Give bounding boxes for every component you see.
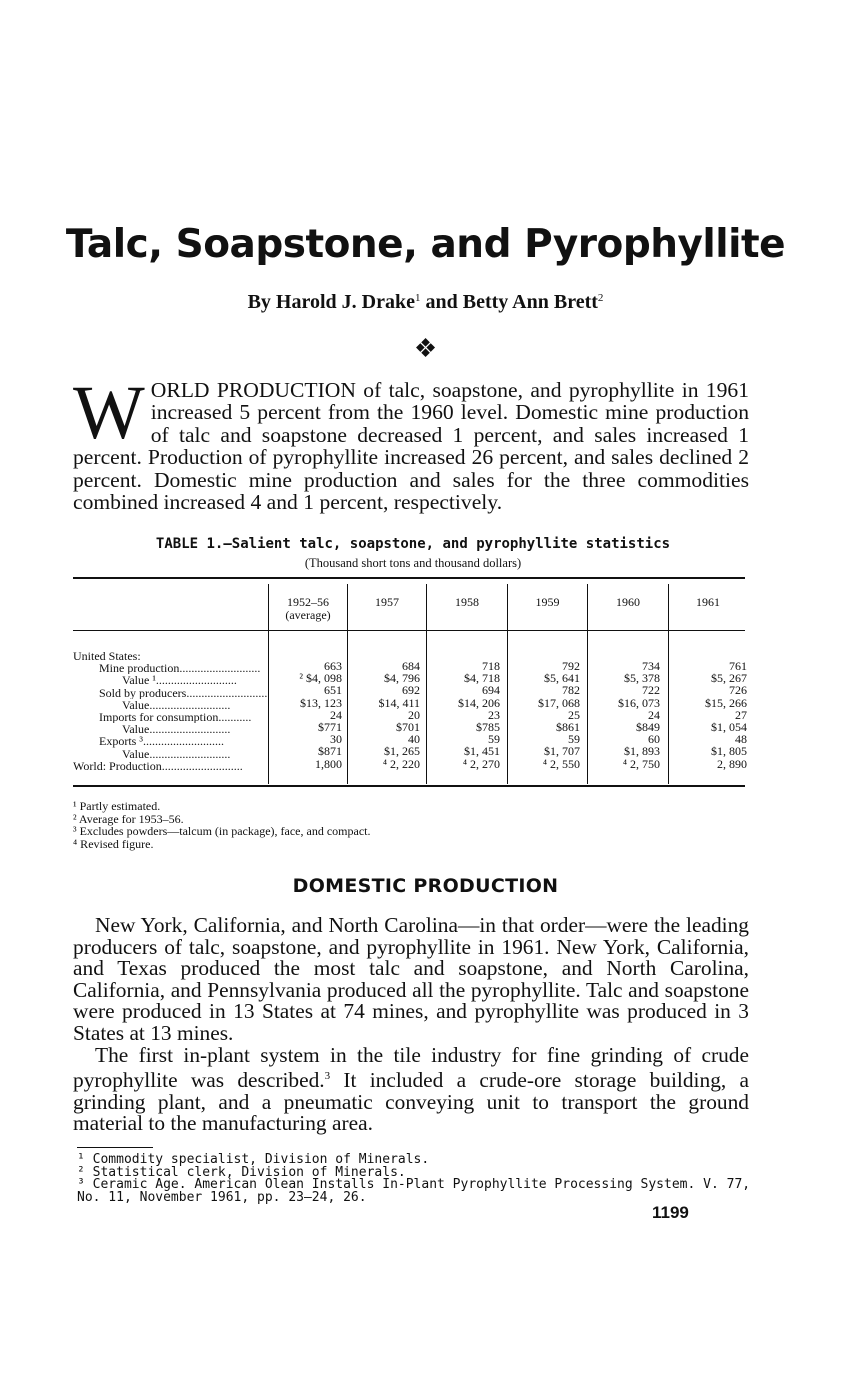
drop-cap: W bbox=[73, 371, 145, 455]
author-2: Betty Ann Brett bbox=[462, 291, 598, 313]
table-cell: 722 bbox=[642, 683, 660, 698]
table-cell: $771 bbox=[318, 720, 342, 735]
row-label: Sold by producers........................... bbox=[99, 686, 268, 699]
table-cell: 24 bbox=[648, 707, 660, 722]
table-cell: 25 bbox=[568, 707, 580, 722]
table-cell: $849 bbox=[636, 720, 660, 735]
table-cell: 726 bbox=[729, 683, 747, 698]
author-1: By Harold J. Drake bbox=[247, 291, 415, 313]
column-header-line: 1957 bbox=[375, 595, 399, 609]
table-cell: $1, 805 bbox=[711, 744, 747, 759]
table-cell: 734 bbox=[642, 659, 660, 673]
footnote: ³ Ceramic Age. American Olean Installs In-Plant Pyrophyllite Processing System. V. 77, bbox=[77, 1177, 751, 1192]
table-cell: 59 bbox=[568, 732, 580, 747]
row-label-text: Value bbox=[122, 723, 150, 736]
column-header bbox=[508, 596, 587, 609]
table-cell: $15, 266 bbox=[705, 695, 747, 710]
page-number: 1199 bbox=[652, 1203, 689, 1222]
table-cell: $16, 073 bbox=[618, 695, 660, 710]
paragraph-text: The first in-plant system in the tile industry for fine grinding of crude pyrophyllite was described. bbox=[73, 1042, 749, 1093]
column-header-line: 1961 bbox=[696, 595, 720, 609]
table-cell: 27 bbox=[735, 707, 747, 722]
data-column bbox=[269, 660, 342, 770]
table-cell: $17, 068 bbox=[538, 695, 580, 710]
footnote: ² Statistical clerk, Division of Minerals. bbox=[77, 1164, 406, 1180]
table-title: TABLE 1.—Salient talc, soapstone, and pyrophyllite statistics bbox=[155, 536, 671, 552]
table-cell: 2, 890 bbox=[717, 756, 747, 771]
table-cell: $1, 054 bbox=[711, 720, 747, 735]
row-label: Mine production........................... bbox=[99, 662, 261, 675]
row-label: Value........................... bbox=[122, 698, 231, 712]
table-cell: 1,800 bbox=[315, 756, 342, 771]
table-cell: 30 bbox=[330, 732, 342, 747]
column-header bbox=[669, 596, 747, 609]
data-column bbox=[348, 660, 420, 770]
table-bottom-rule bbox=[73, 785, 745, 787]
table-cell: 718 bbox=[482, 659, 500, 673]
column-header bbox=[427, 596, 507, 609]
table-cell: 792 bbox=[562, 659, 580, 673]
table-cell: 59 bbox=[488, 732, 500, 747]
table-cell: 40 bbox=[408, 732, 420, 747]
row-label: United States: bbox=[73, 650, 141, 663]
table-cell: ⁴ 2, 220 bbox=[382, 756, 420, 771]
data-column bbox=[588, 660, 660, 770]
footnote: ³ Excludes powders—talcum (in package), face, and compact. bbox=[73, 824, 371, 838]
row-label-text: World: Production bbox=[73, 759, 162, 773]
row-label-text: Value bbox=[122, 747, 150, 760]
author-1-note: 1 bbox=[414, 292, 421, 304]
table-cell: ⁴ 2, 550 bbox=[542, 756, 580, 771]
section-heading: DOMESTIC PRODUCTION bbox=[292, 875, 559, 897]
footnote: ¹ Partly estimated. bbox=[73, 799, 161, 813]
table-cell: $1, 451 bbox=[464, 744, 500, 759]
table-cell: 24 bbox=[330, 707, 342, 722]
body-text bbox=[73, 915, 749, 1135]
table-cell: $1, 893 bbox=[624, 744, 660, 759]
table-cell: 23 bbox=[488, 707, 500, 722]
table-cell: $785 bbox=[476, 720, 500, 735]
column-header-line: 1958 bbox=[455, 595, 479, 609]
row-label: Exports ³........................... bbox=[99, 735, 224, 748]
table-cell: 20 bbox=[408, 707, 420, 722]
ornament-icon: ❖ bbox=[413, 334, 438, 363]
row-label-text: Value ¹ bbox=[122, 674, 156, 687]
table-cell: $4, 718 bbox=[464, 671, 500, 686]
table-cell: $14, 411 bbox=[378, 695, 420, 710]
table-cell: $5, 267 bbox=[711, 671, 747, 686]
table-top-rule bbox=[73, 577, 745, 579]
table-cell: 60 bbox=[648, 732, 660, 747]
column-header bbox=[588, 596, 668, 609]
author-2-note: 2 bbox=[597, 292, 604, 304]
column-header bbox=[269, 596, 347, 622]
table-cell: 684 bbox=[402, 659, 420, 673]
row-label-text: Sold by producers bbox=[99, 686, 187, 699]
byline-and: and bbox=[425, 291, 458, 313]
table-cell: $4, 796 bbox=[384, 671, 420, 686]
table-cell: 651 bbox=[324, 683, 342, 698]
table-cell: $5, 378 bbox=[624, 671, 660, 686]
page-footnotes bbox=[77, 1154, 750, 1204]
data-column bbox=[427, 660, 500, 770]
data-column bbox=[669, 660, 747, 770]
footnote-rule bbox=[77, 1147, 153, 1148]
footnote: ⁴ Revised figure. bbox=[73, 836, 154, 851]
article-title: Talc, Soapstone, and Pyrophyllite bbox=[65, 222, 786, 267]
row-label: Value........................... bbox=[122, 723, 231, 736]
table-stub bbox=[73, 650, 268, 772]
footnote: No. 11, November 1961, pp. 23–24, 26. bbox=[77, 1189, 367, 1205]
table-cell: $871 bbox=[318, 744, 342, 759]
table-cell: $14, 206 bbox=[458, 695, 500, 710]
table-cell: $13, 123 bbox=[300, 695, 342, 710]
table-cell: $701 bbox=[396, 720, 420, 735]
table-cell: ⁴ 2, 750 bbox=[622, 756, 660, 771]
row-label-text: Mine production bbox=[99, 662, 180, 675]
intro-paragraph bbox=[73, 371, 749, 515]
table-cell: ² $4, 098 bbox=[299, 671, 342, 686]
column-header bbox=[348, 596, 426, 609]
table-cell: $861 bbox=[556, 720, 580, 735]
column-header-line: (average) bbox=[285, 608, 331, 622]
row-label: Imports for consumption........... bbox=[99, 711, 252, 724]
table-cell: $5, 641 bbox=[544, 671, 580, 686]
footnote: ¹ Commodity specialist, Division of Minerals. bbox=[77, 1152, 430, 1167]
row-label: Value ¹........................... bbox=[122, 674, 237, 687]
row-label: Value........................... bbox=[122, 747, 231, 760]
paragraph-text: It included a crude-ore storage building, a grinding plant, and a pneumatic conveying unit to transport the ground material to the manufacturing area. bbox=[73, 1068, 749, 1136]
row-label-text: Value bbox=[122, 698, 150, 712]
paragraph: New York, California, and North Carolina—in that order—were the leading producers of talc, soapstone, and pyrophyllite in 1961. New York, California, and Texas produced the most talc and soapstone, and North Carolina, California, and Pennsylvania produced all the pyrophyllite. Talc and soapstone were produced in 13 States at 74 mines, and pyrophyllite was produced in 3 States at 13 mines. bbox=[73, 913, 749, 1045]
table-cell: 48 bbox=[735, 732, 747, 747]
footnote: ² Average for 1953–56. bbox=[73, 811, 184, 826]
column-header-line: 1960 bbox=[616, 595, 640, 609]
table-cell: 663 bbox=[324, 659, 342, 673]
row-label-text: Imports for consumption bbox=[99, 711, 219, 724]
byline bbox=[0, 291, 851, 314]
paragraph bbox=[73, 1042, 749, 1136]
intro-text: ORLD PRODUCTION of talc, soapstone, and pyrophyllite in 1961 increased 5 percent from the 1960 level. Domestic mine production of talc and soapstone decreased 1 percent, and sales increased 1 percent. Production of pyrophyllite increased 26 percent, and sales declined 2 percent. Domestic mine production and sales for the three commodities combined increased 4 and 1 percent, respectively. bbox=[73, 378, 749, 515]
column-header-line: 1952–56 bbox=[287, 595, 329, 609]
row-label-text: Exports ³ bbox=[99, 735, 143, 748]
table-header-rule bbox=[73, 630, 745, 631]
table-cell: 692 bbox=[402, 683, 420, 698]
table-cell: ⁴ 2, 270 bbox=[462, 756, 500, 771]
table-cell: 694 bbox=[482, 683, 500, 698]
footnote-ref: 3 bbox=[324, 1070, 331, 1083]
table-footnotes bbox=[73, 800, 370, 850]
data-column bbox=[508, 660, 580, 770]
table-cell: 782 bbox=[562, 683, 580, 698]
column-header-line: 1959 bbox=[535, 595, 560, 609]
table-subtitle: (Thousand short tons and thousand dollars) bbox=[304, 556, 522, 570]
row-label: World: Production........................... bbox=[73, 759, 243, 773]
table-cell: $1, 265 bbox=[384, 744, 420, 759]
table-cell: 761 bbox=[729, 659, 747, 673]
table-cell: $1, 707 bbox=[544, 744, 580, 759]
